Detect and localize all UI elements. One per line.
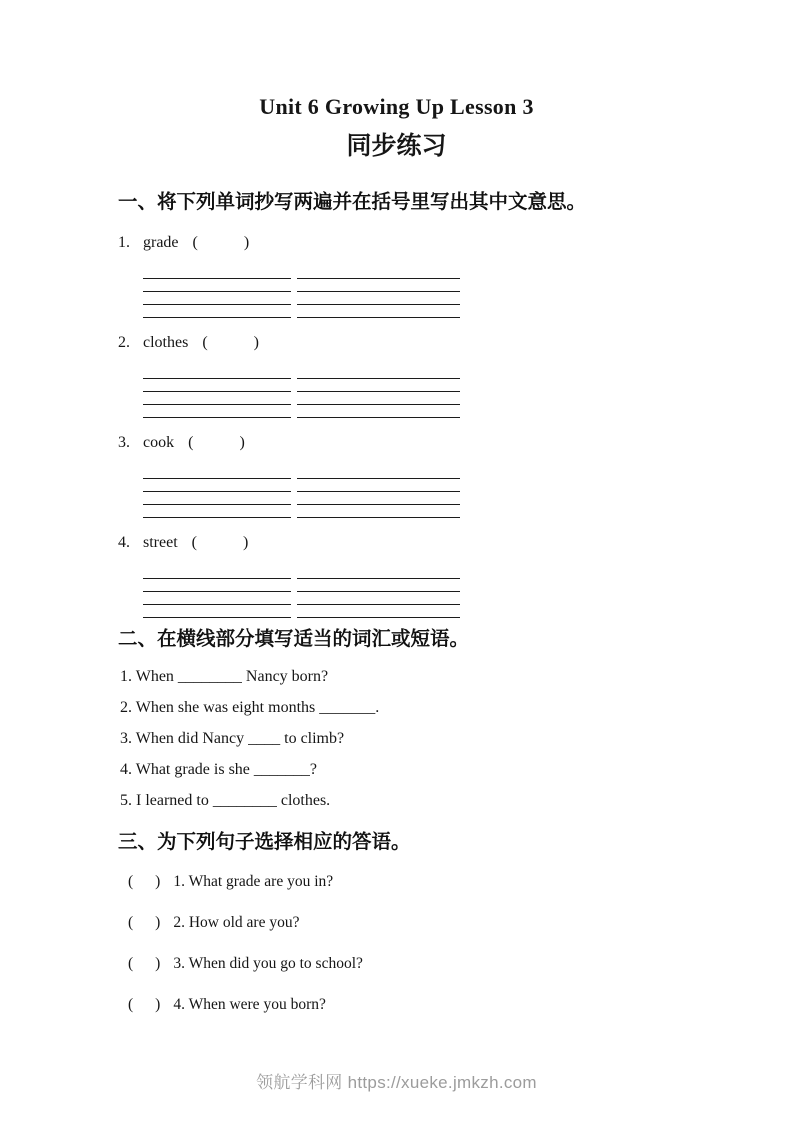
writing-line	[143, 392, 291, 405]
word-item-grade	[118, 234, 683, 252]
paren-close: )	[155, 955, 161, 972]
paren-close: )	[253, 334, 259, 351]
section2-heading: 二、在横线部分填写适当的词汇或短语。	[118, 628, 470, 650]
writing-line	[143, 505, 291, 518]
item-word: cook	[143, 434, 175, 451]
paren-close: )	[242, 534, 249, 551]
fill-blank-sentence-1: 1. When ________ Nancy born?	[120, 668, 329, 685]
question-text: 4. When were you born?	[173, 996, 326, 1013]
fill-blank-sentence-3: 3. When did Nancy ____ to climb?	[120, 730, 345, 747]
writing-lines-cook	[143, 466, 683, 518]
paren-close: )	[243, 234, 250, 251]
paren-close: )	[155, 996, 161, 1013]
writing-line	[297, 266, 460, 279]
writing-line	[143, 605, 291, 618]
paren-close: )	[155, 873, 161, 890]
paren-open: (	[128, 873, 134, 890]
writing-line	[143, 305, 291, 318]
paren-open: (	[188, 434, 194, 451]
writing-lines-grade	[143, 266, 683, 318]
paren-close: )	[155, 914, 161, 931]
section1-heading: 一、将下列单词抄写两遍并在括号里写出其中文意思。	[118, 191, 587, 213]
document-body	[118, 191, 683, 1013]
writing-line	[297, 366, 460, 379]
writing-line	[297, 579, 460, 592]
writing-line	[297, 479, 460, 492]
word-item-street	[118, 534, 683, 552]
watermark-footer: 领航学科网 https://xueke.jmkzh.com	[256, 1073, 537, 1092]
writing-line	[143, 405, 291, 418]
document-subtitle: 同步练习	[346, 132, 447, 160]
item-number: 1.	[118, 234, 130, 251]
writing-line	[143, 279, 291, 292]
fill-blank-sentence-5: 5. I learned to ________ clothes.	[120, 792, 331, 809]
item-number: 2.	[118, 334, 130, 351]
writing-line	[143, 592, 291, 605]
writing-line	[143, 292, 291, 305]
writing-line	[297, 492, 460, 505]
writing-line	[297, 466, 460, 479]
writing-line	[297, 566, 460, 579]
writing-line	[143, 379, 291, 392]
question-text: 2. How old are you?	[173, 914, 300, 931]
writing-lines-clothes	[143, 366, 683, 418]
word-item-clothes	[118, 334, 683, 352]
choice-question-2	[118, 915, 683, 931]
writing-lines-street	[143, 566, 683, 618]
writing-line	[297, 379, 460, 392]
paren-open: (	[191, 534, 197, 551]
paren-open: (	[192, 234, 198, 251]
paren-close: )	[239, 434, 245, 451]
item-word: street	[143, 534, 178, 551]
word-item-cook	[118, 434, 683, 452]
writing-line	[143, 466, 291, 479]
section3-heading: 三、为下列句子选择相应的答语。	[118, 831, 411, 853]
writing-line	[143, 366, 291, 379]
document-title: Unit 6 Growing Up Lesson 3	[259, 94, 534, 119]
question-text: 3. When did you go to school?	[173, 955, 363, 972]
paren-open: (	[202, 334, 208, 351]
item-number: 4.	[118, 534, 130, 551]
fill-blank-sentence-4: 4. What grade is she _______?	[120, 761, 317, 778]
writing-line	[297, 292, 460, 305]
writing-line	[143, 566, 291, 579]
item-number: 3.	[118, 434, 130, 451]
writing-line	[297, 405, 460, 418]
paren-open: (	[128, 955, 134, 972]
paren-open: (	[128, 914, 134, 931]
writing-line	[297, 592, 460, 605]
choice-question-4	[118, 997, 683, 1013]
question-text: 1. What grade are you in?	[173, 873, 334, 890]
writing-line	[143, 266, 291, 279]
writing-line	[143, 492, 291, 505]
paren-open: (	[128, 996, 134, 1013]
fill-blank-sentence-2: 2. When she was eight months _______.	[120, 699, 380, 716]
item-word: grade	[143, 234, 179, 251]
writing-line	[297, 505, 460, 518]
item-word: clothes	[143, 334, 189, 351]
writing-line	[143, 579, 291, 592]
writing-line	[297, 279, 460, 292]
choice-question-1	[118, 874, 683, 890]
writing-line	[297, 605, 460, 618]
choice-question-3	[118, 956, 683, 972]
writing-line	[297, 305, 460, 318]
writing-line	[297, 392, 460, 405]
writing-line	[143, 479, 291, 492]
